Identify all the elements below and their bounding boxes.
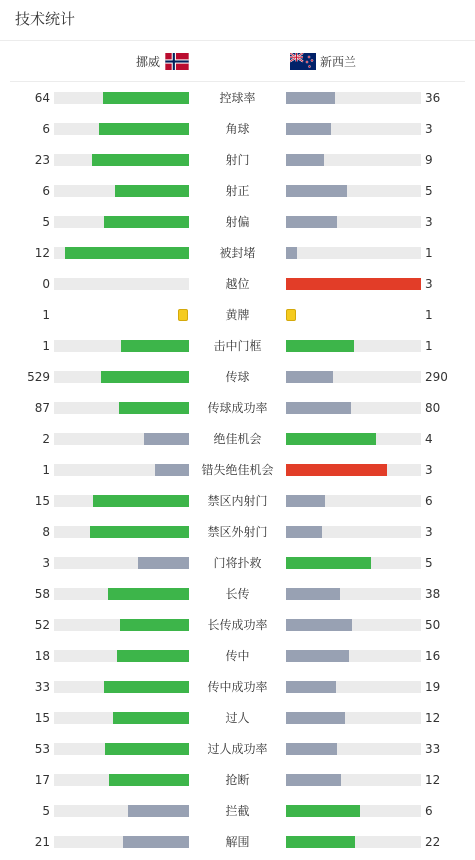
home-stat-bar xyxy=(54,340,189,352)
away-stat-bar-fill xyxy=(286,495,325,507)
home-stat-bar xyxy=(54,433,189,445)
away-stat-bar-fill xyxy=(286,805,360,817)
away-stat-bar xyxy=(286,619,421,631)
home-stat-bar xyxy=(54,774,189,786)
home-stat-bar xyxy=(54,185,189,197)
home-stat-bar-fill xyxy=(121,340,189,352)
home-stat-value: 5 xyxy=(42,804,50,818)
away-stat-bar-fill xyxy=(286,371,333,383)
stat-row xyxy=(0,85,475,116)
away-stat-bar xyxy=(286,805,421,817)
stat-label: 射门 xyxy=(225,153,250,167)
home-stat-bar xyxy=(54,650,189,662)
home-stat-bar xyxy=(54,743,189,755)
away-stat-value: 36 xyxy=(425,91,441,105)
home-team-name: 挪威 xyxy=(135,54,160,69)
away-stat-value: 1 xyxy=(425,339,433,353)
home-stat-value: 15 xyxy=(34,711,50,725)
away-stat-bar xyxy=(286,154,421,166)
away-stat-value: 3 xyxy=(425,525,433,539)
home-stat-value: 58 xyxy=(34,587,50,601)
home-stat-bar xyxy=(54,402,189,414)
away-stat-bar-fill xyxy=(286,836,355,848)
stat-row xyxy=(0,488,475,519)
away-stat-value: 5 xyxy=(425,556,433,570)
stat-label: 角球 xyxy=(225,122,250,136)
home-stat-value: 53 xyxy=(34,742,50,756)
stat-label: 越位 xyxy=(225,277,250,291)
away-stat-value: 38 xyxy=(425,587,441,601)
away-stat-bar-fill xyxy=(286,681,336,693)
stat-row xyxy=(0,178,475,209)
away-stat-bar xyxy=(286,464,421,476)
away-stat-bar xyxy=(286,588,421,600)
home-stat-value: 8 xyxy=(42,525,50,539)
stat-label: 射正 xyxy=(225,184,250,198)
home-stat-bar xyxy=(54,247,189,259)
home-stat-bar-fill xyxy=(92,154,189,166)
home-stat-value: 1 xyxy=(42,308,50,322)
away-stat-bar xyxy=(286,495,421,507)
stat-label: 被封堵 xyxy=(219,246,256,260)
stat-row xyxy=(0,736,475,767)
home-stat-value: 33 xyxy=(34,680,50,694)
stat-row xyxy=(0,643,475,674)
away-stat-bar xyxy=(286,774,421,786)
stat-row xyxy=(0,767,475,798)
away-stat-bar-fill xyxy=(286,216,337,228)
stat-label: 抢断 xyxy=(225,773,250,787)
away-stat-value: 3 xyxy=(425,277,433,291)
stat-label: 解围 xyxy=(225,835,250,849)
away-stat-value: 12 xyxy=(425,711,441,725)
stat-label: 射偏 xyxy=(225,215,250,229)
stat-row xyxy=(0,798,475,829)
away-stat-bar-fill xyxy=(286,247,297,259)
away-stat-value: 1 xyxy=(425,246,433,260)
home-stat-bar xyxy=(54,154,189,166)
away-stat-value: 33 xyxy=(425,742,441,756)
stat-row xyxy=(0,116,475,147)
home-stat-bar-fill xyxy=(104,216,189,228)
away-stat-bar-fill xyxy=(286,123,331,135)
home-stat-value: 52 xyxy=(34,618,50,632)
home-stat-bar-fill xyxy=(103,92,189,104)
away-stat-bar-fill xyxy=(286,774,341,786)
stat-row xyxy=(0,829,475,860)
stat-label: 传球成功率 xyxy=(207,401,268,415)
away-stat-value: 3 xyxy=(425,122,433,136)
away-stat-value: 1 xyxy=(425,308,433,322)
home-stat-bar xyxy=(54,464,189,476)
away-stat-bar xyxy=(286,836,421,848)
away-stat-bar xyxy=(286,278,421,290)
home-stat-bar xyxy=(54,712,189,724)
home-stat-bar-fill xyxy=(90,526,189,538)
away-team-name: 新西兰 xyxy=(320,54,357,69)
home-stat-bar-fill xyxy=(113,712,189,724)
home-stat-bar xyxy=(54,92,189,104)
home-stat-bar-fill xyxy=(104,681,189,693)
home-stat-bar xyxy=(54,371,189,383)
stat-label: 禁区外射门 xyxy=(207,525,268,539)
away-stat-value: 19 xyxy=(425,680,441,694)
home-stat-bar xyxy=(54,526,189,538)
home-stat-value: 64 xyxy=(34,91,50,105)
stat-label: 拦截 xyxy=(225,804,250,818)
stat-label: 黄牌 xyxy=(225,308,250,322)
away-stat-bar-fill xyxy=(286,650,349,662)
away-stat-value: 50 xyxy=(425,618,441,632)
away-stat-value: 3 xyxy=(425,463,433,477)
home-stat-bar-fill xyxy=(109,774,189,786)
stat-label: 控球率 xyxy=(219,91,256,105)
home-stat-value: 529 xyxy=(27,370,50,384)
home-stat-value: 17 xyxy=(34,773,50,787)
stat-label: 传球 xyxy=(225,370,250,384)
stat-label: 传中 xyxy=(225,649,250,663)
header-divider xyxy=(0,40,475,41)
away-stat-value: 4 xyxy=(425,432,433,446)
away-stat-bar-fill xyxy=(286,92,335,104)
away-stat-value: 16 xyxy=(425,649,441,663)
away-stat-value: 290 xyxy=(425,370,448,384)
away-stat-value: 9 xyxy=(425,153,433,167)
home-stat-bar xyxy=(54,278,189,290)
stat-row xyxy=(0,426,475,457)
stat-row xyxy=(0,612,475,643)
home-stat-bar xyxy=(54,588,189,600)
stat-row xyxy=(0,364,475,395)
stat-row xyxy=(0,271,475,302)
away-stat-value: 22 xyxy=(425,835,441,849)
home-stat-bar-fill xyxy=(105,743,189,755)
away-stat-bar-fill xyxy=(286,433,376,445)
away-stat-bar xyxy=(286,402,421,414)
home-stat-value: 21 xyxy=(34,835,50,849)
stat-label: 错失绝佳机会 xyxy=(201,463,274,477)
stat-label: 传中成功率 xyxy=(207,680,268,694)
stat-label: 长传 xyxy=(225,587,250,601)
stat-row xyxy=(0,395,475,426)
home-stat-bar-fill xyxy=(128,805,189,817)
away-team-header xyxy=(290,50,475,72)
away-stat-bar xyxy=(286,743,421,755)
away-stat-bar xyxy=(286,185,421,197)
home-stat-value: 0 xyxy=(42,277,50,291)
stat-label: 门将扑救 xyxy=(213,556,262,570)
away-stat-value: 12 xyxy=(425,773,441,787)
stat-row xyxy=(0,240,475,271)
home-stat-bar-fill xyxy=(155,464,189,476)
away-stat-bar xyxy=(286,712,421,724)
home-stat-value: 12 xyxy=(34,246,50,260)
away-yellow-card-icon xyxy=(286,309,296,321)
home-stat-bar xyxy=(54,557,189,569)
home-stat-value: 1 xyxy=(42,339,50,353)
away-stat-bar-fill xyxy=(286,526,322,538)
home-stat-value: 5 xyxy=(42,215,50,229)
stat-row xyxy=(0,519,475,550)
stat-label: 长传成功率 xyxy=(207,618,268,632)
home-stat-bar xyxy=(54,805,189,817)
stat-label: 过人 xyxy=(225,711,250,725)
home-stat-bar xyxy=(54,216,189,228)
home-stat-bar-fill xyxy=(101,371,189,383)
home-stat-bar xyxy=(54,495,189,507)
home-stat-value: 3 xyxy=(42,556,50,570)
home-stat-bar xyxy=(54,619,189,631)
away-stat-bar-fill xyxy=(286,557,371,569)
away-stat-value: 6 xyxy=(425,804,433,818)
norway-flag-icon xyxy=(164,53,190,70)
stat-row xyxy=(0,581,475,612)
stat-row xyxy=(0,302,475,333)
away-stat-value: 80 xyxy=(425,401,441,415)
stat-row xyxy=(0,333,475,364)
page-title: 技术统计 xyxy=(15,10,76,28)
stat-label: 过人成功率 xyxy=(207,742,268,756)
home-stat-bar-fill xyxy=(117,650,189,662)
home-stat-value: 6 xyxy=(42,122,50,136)
stat-label: 禁区内射门 xyxy=(207,494,268,508)
home-stat-bar-fill xyxy=(93,495,189,507)
stat-label: 绝佳机会 xyxy=(213,432,262,446)
away-stat-bar xyxy=(286,371,421,383)
away-stat-bar xyxy=(286,557,421,569)
home-stat-value: 6 xyxy=(42,184,50,198)
home-yellow-card-icon xyxy=(178,309,188,321)
home-stat-bar xyxy=(54,836,189,848)
away-stat-bar xyxy=(286,681,421,693)
away-stat-bar-fill xyxy=(286,743,337,755)
away-stat-bar-fill xyxy=(286,278,421,290)
stats-list xyxy=(0,85,475,860)
stat-row xyxy=(0,705,475,736)
away-stat-bar-fill xyxy=(286,402,351,414)
home-stat-bar-fill xyxy=(99,123,189,135)
home-stat-value: 15 xyxy=(34,494,50,508)
away-stat-bar-fill xyxy=(286,588,340,600)
home-stat-bar-fill xyxy=(65,247,189,259)
away-stat-bar xyxy=(286,433,421,445)
home-stat-bar-fill xyxy=(120,619,189,631)
away-stat-bar xyxy=(286,650,421,662)
home-stat-bar-fill xyxy=(108,588,189,600)
home-stat-value: 18 xyxy=(34,649,50,663)
home-stat-value: 1 xyxy=(42,463,50,477)
home-stat-bar xyxy=(54,123,189,135)
home-stat-bar-fill xyxy=(138,557,189,569)
away-stat-bar xyxy=(286,526,421,538)
away-stat-bar xyxy=(286,340,421,352)
away-stat-bar-fill xyxy=(286,464,387,476)
home-stat-bar-fill xyxy=(115,185,189,197)
stat-row xyxy=(0,550,475,581)
home-stat-value: 23 xyxy=(34,153,50,167)
home-stat-bar xyxy=(54,681,189,693)
away-stat-bar-fill xyxy=(286,619,352,631)
new-zealand-flag-icon xyxy=(290,53,316,70)
away-stat-bar-fill xyxy=(286,154,324,166)
away-stat-bar-fill xyxy=(286,185,347,197)
home-stat-bar-fill xyxy=(123,836,189,848)
home-team-header xyxy=(0,50,190,72)
stat-row xyxy=(0,209,475,240)
home-stat-value: 2 xyxy=(42,432,50,446)
home-stat-value: 87 xyxy=(34,401,50,415)
stat-row xyxy=(0,674,475,705)
away-stat-value: 5 xyxy=(425,184,433,198)
stat-label: 击中门框 xyxy=(213,339,262,353)
away-stat-bar xyxy=(286,247,421,259)
stat-row xyxy=(0,147,475,178)
home-stat-bar-fill xyxy=(144,433,189,445)
away-stat-bar-fill xyxy=(286,340,354,352)
away-stat-value: 3 xyxy=(425,215,433,229)
away-stat-bar xyxy=(286,92,421,104)
home-stat-bar-fill xyxy=(119,402,189,414)
away-stat-bar-fill xyxy=(286,712,345,724)
stat-row xyxy=(0,457,475,488)
away-stat-bar xyxy=(286,123,421,135)
away-stat-bar xyxy=(286,216,421,228)
teams-divider xyxy=(10,81,465,82)
away-stat-value: 6 xyxy=(425,494,433,508)
